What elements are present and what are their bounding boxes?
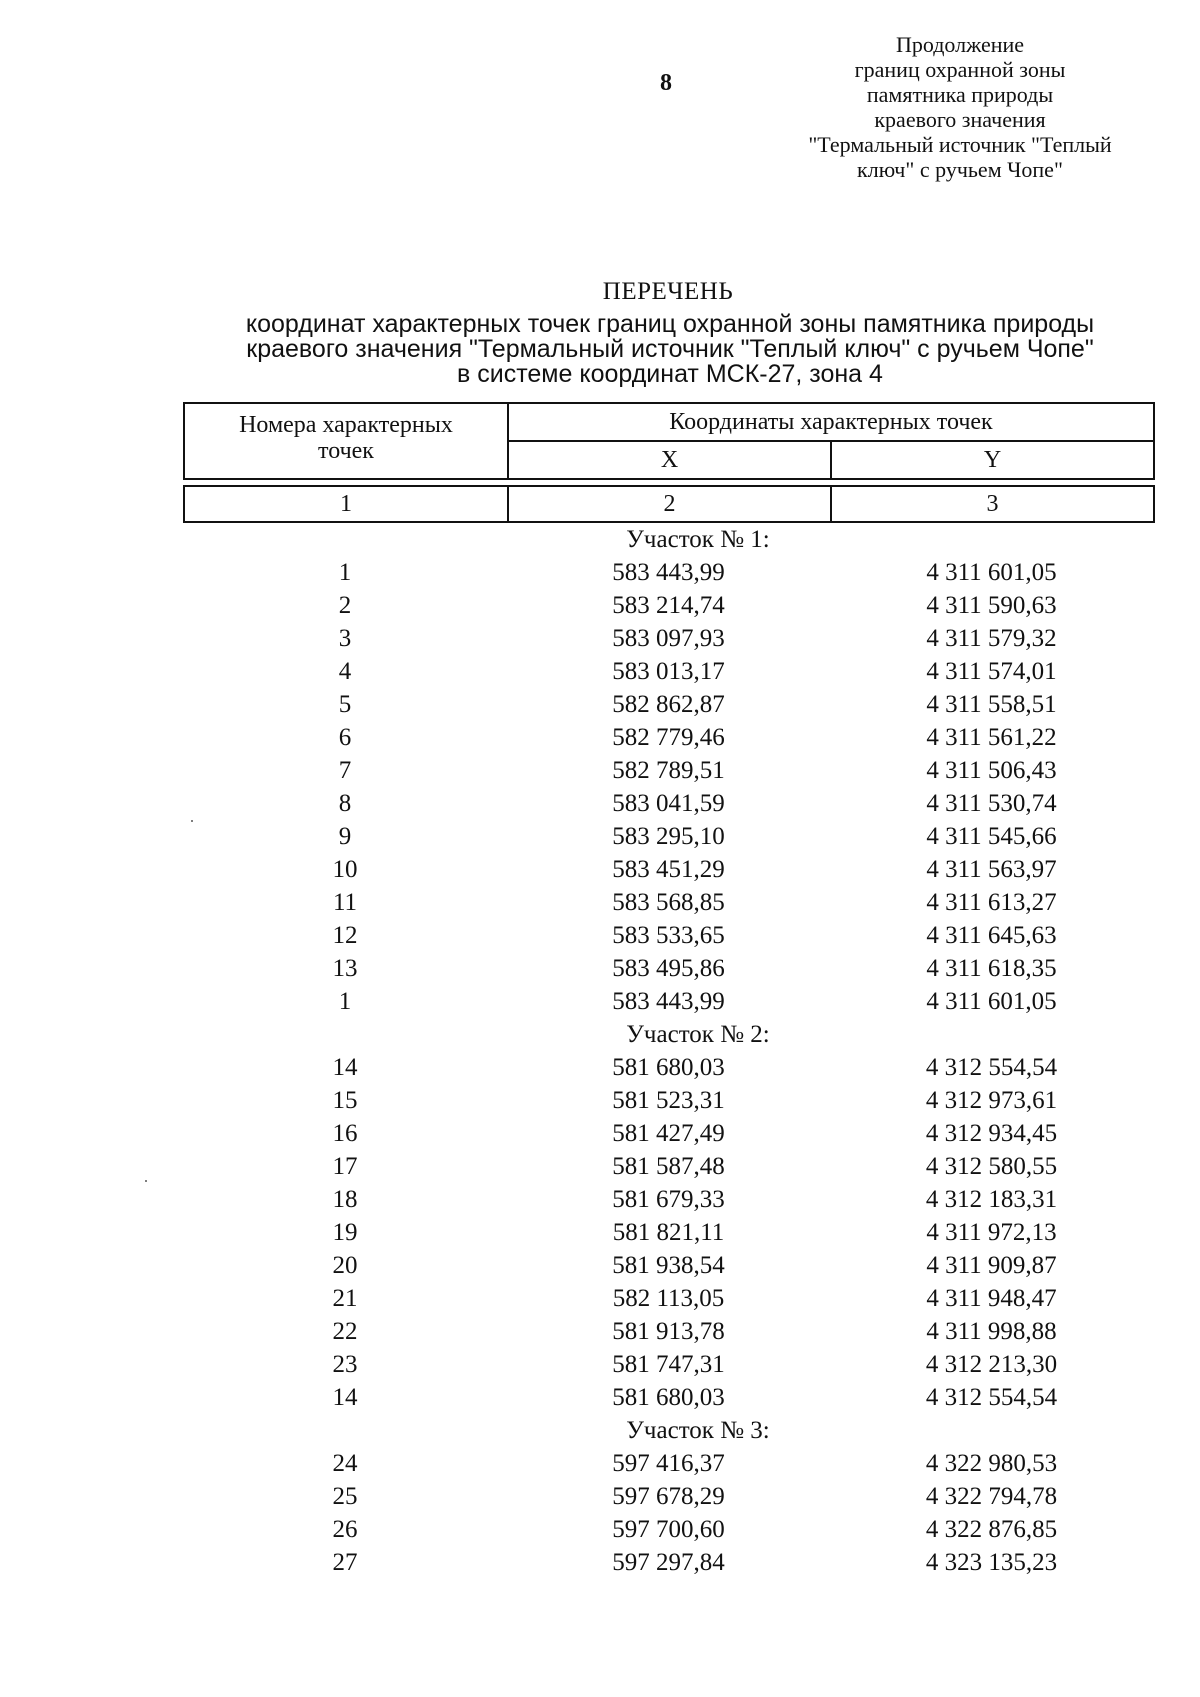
point-number: 6 bbox=[338, 724, 352, 751]
x-coordinate: 583 041,59 bbox=[612, 790, 725, 817]
subtitle-line: краевого значения "Термальный источник "Теплый ключ" с ручьем Чопе" bbox=[246, 335, 1094, 363]
section-title: Участок № 3: bbox=[626, 1417, 770, 1444]
y-coordinate: 4 312 580,55 bbox=[925, 1153, 1058, 1180]
header-note-line: Продолжение bbox=[895, 32, 1025, 57]
page-number: 8 bbox=[660, 70, 672, 96]
table-row bbox=[183, 1249, 1153, 1282]
y-coordinate: 4 312 934,45 bbox=[925, 1120, 1058, 1147]
table-row bbox=[183, 853, 1153, 886]
table-row bbox=[183, 1315, 1153, 1348]
coordinates-list bbox=[183, 523, 1153, 1579]
scan-speck bbox=[191, 820, 193, 822]
point-number: 13 bbox=[332, 955, 358, 982]
column-number: 2 bbox=[508, 486, 831, 522]
x-coordinate: 583 451,29 bbox=[612, 856, 725, 883]
x-coordinate: 597 700,60 bbox=[612, 1516, 725, 1543]
y-coordinate: 4 311 558,51 bbox=[926, 691, 1057, 718]
table-row bbox=[183, 1447, 1153, 1480]
point-number: 5 bbox=[338, 691, 352, 718]
table-row bbox=[183, 1513, 1153, 1546]
y-coordinate: 4 311 530,74 bbox=[926, 790, 1057, 817]
points-column-header bbox=[184, 403, 508, 479]
document-title: ПЕРЕЧЕНЬ bbox=[602, 278, 734, 305]
table-row bbox=[183, 754, 1153, 787]
y-coordinate: 4 311 563,97 bbox=[926, 856, 1057, 883]
x-coordinate: 597 678,29 bbox=[612, 1483, 725, 1510]
y-coordinate: 4 322 980,53 bbox=[925, 1450, 1058, 1477]
point-number: 24 bbox=[332, 1450, 358, 1477]
x-coordinate: 581 680,03 bbox=[612, 1384, 725, 1411]
table-row bbox=[183, 985, 1153, 1018]
x-coordinate: 581 680,03 bbox=[612, 1054, 725, 1081]
point-number: 17 bbox=[332, 1153, 358, 1180]
y-coordinate: 4 311 574,01 bbox=[926, 658, 1057, 685]
x-coordinate: 597 297,84 bbox=[612, 1549, 725, 1576]
point-number: 26 bbox=[332, 1516, 358, 1543]
table-row bbox=[183, 1480, 1153, 1513]
header-note-line: ключ" с ручьем Чопе" bbox=[857, 157, 1063, 182]
table-row bbox=[183, 886, 1153, 919]
scan-speck bbox=[145, 1180, 147, 1182]
y-coordinate: 4 312 554,54 bbox=[925, 1054, 1058, 1081]
y-coordinate: 4 311 601,05 bbox=[926, 559, 1057, 586]
x-coordinate: 581 679,33 bbox=[612, 1186, 725, 1213]
y-coordinate: 4 322 876,85 bbox=[925, 1516, 1058, 1543]
table-row bbox=[183, 1216, 1153, 1249]
point-number: 11 bbox=[332, 889, 358, 916]
point-number: 2 bbox=[338, 592, 352, 619]
point-number: 1 bbox=[338, 988, 352, 1015]
x-coordinate: 583 013,17 bbox=[612, 658, 725, 685]
point-number: 3 bbox=[338, 625, 352, 652]
point-number: 8 bbox=[338, 790, 352, 817]
y-coordinate: 4 312 213,30 bbox=[925, 1351, 1058, 1378]
x-coordinate: 583 295,10 bbox=[612, 823, 725, 850]
point-number: 27 bbox=[332, 1549, 358, 1576]
x-coordinate: 583 568,85 bbox=[612, 889, 725, 916]
table-row bbox=[183, 820, 1153, 853]
table-row bbox=[183, 1051, 1153, 1084]
x-coordinate: 583 214,74 bbox=[612, 592, 725, 619]
x-coordinate: 583 443,99 bbox=[612, 988, 725, 1015]
point-number: 20 bbox=[332, 1252, 358, 1279]
y-coordinate: 4 311 645,63 bbox=[926, 922, 1057, 949]
table-row bbox=[183, 1084, 1153, 1117]
y-coordinate: 4 311 579,32 bbox=[926, 625, 1057, 652]
table-row bbox=[183, 787, 1153, 820]
y-coordinate: 4 311 590,63 bbox=[926, 592, 1057, 619]
point-number: 1 bbox=[338, 559, 352, 586]
y-coordinate: 4 311 601,05 bbox=[926, 988, 1057, 1015]
y-coordinate: 4 323 135,23 bbox=[925, 1549, 1058, 1576]
x-coordinate: 581 587,48 bbox=[612, 1153, 725, 1180]
points-header-line: Номера характерных bbox=[239, 412, 453, 438]
table-row bbox=[183, 622, 1153, 655]
header-note-line: краевого значения bbox=[874, 107, 1046, 132]
table-row bbox=[183, 919, 1153, 952]
table-row bbox=[183, 1348, 1153, 1381]
point-number: 25 bbox=[332, 1483, 358, 1510]
x-coordinate: 583 533,65 bbox=[612, 922, 725, 949]
header-note-line: границ охранной зоны bbox=[854, 57, 1066, 82]
x-coordinate: 582 862,87 bbox=[612, 691, 725, 718]
x-coordinate: 583 097,93 bbox=[612, 625, 725, 652]
table-row bbox=[183, 721, 1153, 754]
point-number: 7 bbox=[338, 757, 352, 784]
section-title: Участок № 1: bbox=[626, 526, 770, 553]
coordinates-table-header bbox=[183, 402, 1155, 523]
x-coordinate: 582 779,46 bbox=[612, 724, 725, 751]
column-number: 1 bbox=[184, 486, 508, 522]
points-header-line: точек bbox=[318, 438, 374, 464]
y-coordinate: 4 312 554,54 bbox=[925, 1384, 1058, 1411]
header-note-line: памятника природы bbox=[866, 82, 1054, 107]
point-number: 9 bbox=[338, 823, 352, 850]
point-number: 4 bbox=[338, 658, 352, 685]
y-coordinate: 4 312 973,61 bbox=[925, 1087, 1058, 1114]
x-coordinate: 597 416,37 bbox=[612, 1450, 725, 1477]
x-coordinate: 582 113,05 bbox=[612, 1285, 725, 1312]
y-column-header: Y bbox=[831, 441, 1154, 479]
y-coordinate: 4 311 948,47 bbox=[926, 1285, 1057, 1312]
y-coordinate: 4 312 183,31 bbox=[925, 1186, 1058, 1213]
table-row bbox=[183, 655, 1153, 688]
x-coordinate: 583 495,86 bbox=[612, 955, 725, 982]
point-number: 23 bbox=[332, 1351, 358, 1378]
y-coordinate: 4 311 909,87 bbox=[926, 1252, 1057, 1279]
point-number: 22 bbox=[332, 1318, 358, 1345]
point-number: 14 bbox=[332, 1384, 358, 1411]
table-row bbox=[183, 1117, 1153, 1150]
subtitle-line: в системе координат МСК-27, зона 4 bbox=[457, 360, 883, 388]
table-row bbox=[183, 952, 1153, 985]
x-coordinate: 582 789,51 bbox=[612, 757, 725, 784]
table-row bbox=[183, 688, 1153, 721]
y-coordinate: 4 311 545,66 bbox=[926, 823, 1057, 850]
table-row bbox=[183, 1282, 1153, 1315]
y-coordinate: 4 311 561,22 bbox=[926, 724, 1057, 751]
x-coordinate: 581 427,49 bbox=[612, 1120, 725, 1147]
y-coordinate: 4 311 998,88 bbox=[926, 1318, 1057, 1345]
y-coordinate: 4 311 613,27 bbox=[926, 889, 1057, 916]
point-number: 21 bbox=[332, 1285, 358, 1312]
table-row bbox=[183, 1546, 1153, 1579]
y-coordinate: 4 322 794,78 bbox=[925, 1483, 1058, 1510]
y-coordinate: 4 311 972,13 bbox=[926, 1219, 1057, 1246]
point-number: 10 bbox=[332, 856, 358, 883]
y-coordinate: 4 311 506,43 bbox=[926, 757, 1057, 784]
table-row bbox=[183, 589, 1153, 622]
table-row bbox=[183, 1381, 1153, 1414]
point-number: 18 bbox=[332, 1186, 358, 1213]
table-row bbox=[183, 1183, 1153, 1216]
section-title: Участок № 2: bbox=[626, 1021, 770, 1048]
x-coordinate: 581 938,54 bbox=[612, 1252, 725, 1279]
point-number: 14 bbox=[332, 1054, 358, 1081]
x-coordinate: 581 523,31 bbox=[612, 1087, 725, 1114]
point-number: 12 bbox=[332, 922, 358, 949]
table-row bbox=[183, 556, 1153, 589]
point-number: 15 bbox=[332, 1087, 358, 1114]
document-subtitle bbox=[210, 312, 1130, 387]
x-coordinate: 581 913,78 bbox=[612, 1318, 725, 1345]
header-note-line: "Термальный источник "Теплый bbox=[808, 132, 1112, 157]
x-coordinate: 583 443,99 bbox=[612, 559, 725, 586]
table-row bbox=[183, 1150, 1153, 1183]
header-note bbox=[790, 32, 1130, 182]
point-number: 19 bbox=[332, 1219, 358, 1246]
y-coordinate: 4 311 618,35 bbox=[926, 955, 1057, 982]
column-number: 3 bbox=[831, 486, 1154, 522]
x-column-header: X bbox=[508, 441, 831, 479]
coordinates-column-header: Координаты характерных точек bbox=[508, 403, 1154, 441]
subtitle-line: координат характерных точек границ охранной зоны памятника природы bbox=[245, 310, 1095, 338]
x-coordinate: 581 747,31 bbox=[612, 1351, 725, 1378]
x-coordinate: 581 821,11 bbox=[612, 1219, 725, 1246]
point-number: 16 bbox=[332, 1120, 358, 1147]
